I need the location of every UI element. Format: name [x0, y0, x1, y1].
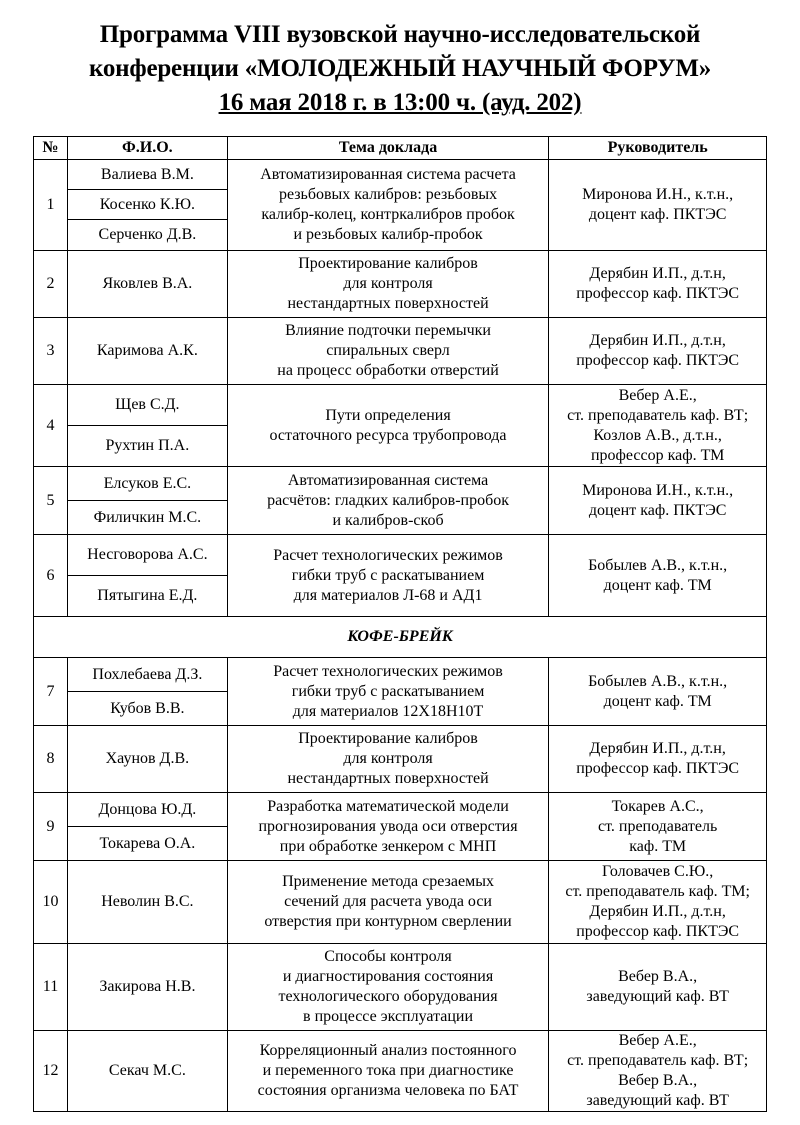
row-number: 1	[34, 160, 68, 251]
participant-name: Филичкин М.С.	[67, 501, 227, 535]
supervisor	[549, 726, 767, 793]
cell-line: профессор каф. ПКТЭС	[576, 923, 740, 940]
cell-line: для материалов 12Х18Н10Т	[292, 702, 484, 720]
cell-line: Бобылев А.В., к.т.н.,	[588, 556, 728, 574]
cell-line: заведующий каф. ВТ	[586, 988, 729, 1005]
cell-line: Вебер А.Е.,	[618, 386, 697, 404]
cell-line: остаточного ресурса трубопровода	[269, 426, 507, 444]
report-topic	[227, 467, 549, 535]
cell-line: Расчет технологических режимов	[273, 546, 503, 564]
cell-line: заведующий каф. ВТ	[586, 1092, 729, 1109]
header-topic: Тема доклада	[227, 137, 549, 160]
participant-name: Щев С.Д.	[67, 385, 227, 426]
cell-line: Разработка математической модели	[267, 797, 509, 815]
report-topic	[227, 318, 549, 385]
cell-line: Миронова И.Н., к.т.н.,	[582, 186, 734, 203]
cell-line: Проектирование калибров	[298, 730, 478, 747]
title-line-3: 16 мая 2018 г. в 13:00 ч. (ауд. 202)	[218, 89, 582, 116]
table-row	[34, 658, 767, 692]
cell-line: Проектирование калибров	[298, 255, 478, 272]
supervisor	[549, 160, 767, 251]
cell-line: нестандартных поверхностей	[287, 295, 489, 312]
report-topic	[227, 160, 549, 251]
participant-name: Каримова А.К.	[67, 318, 227, 385]
cell-line: Токарев А.С.,	[611, 797, 704, 815]
participant-name: Хаунов Д.В.	[67, 726, 227, 793]
cell-line: для контроля	[343, 750, 433, 767]
participant-name: Несговорова А.С.	[67, 535, 227, 576]
cell-line: состояния организма человека по БАТ	[257, 1082, 519, 1099]
row-number: 10	[34, 861, 68, 944]
cell-line: доцент каф. ПКТЭС	[588, 501, 727, 519]
cell-line: калибр-колец, контркалибров пробок	[261, 206, 515, 223]
table-row	[34, 160, 767, 190]
cell-line: и диагностирования состояния	[282, 968, 494, 985]
participant-name: Яковлев В.А.	[67, 251, 227, 318]
cell-line: Пути определения	[325, 406, 451, 424]
cell-line: Головачев С.Ю.,	[602, 863, 714, 880]
cell-line: профессор каф. ПКТЭС	[576, 285, 740, 302]
table-row	[34, 251, 767, 318]
cell-line: Козлов А.В., д.т.н.,	[593, 426, 722, 444]
report-topic	[227, 251, 549, 318]
cell-line: Применение метода срезаемых	[282, 873, 494, 890]
cell-line: гибки труб с раскатыванием	[291, 682, 485, 700]
cell-line: и резьбовых калибр-пробок	[293, 226, 483, 243]
report-topic	[227, 385, 549, 467]
header-number: №	[34, 137, 68, 160]
participant-name: Секач М.С.	[67, 1031, 227, 1112]
table-row	[34, 726, 767, 793]
table-row	[34, 385, 767, 426]
cell-line: отверстия при контурном сверлении	[264, 913, 512, 930]
table-row	[34, 535, 767, 576]
cell-line: для материалов Л-68 и АД1	[293, 586, 483, 604]
supervisor	[549, 385, 767, 467]
participant-name: Косенко К.Ю.	[67, 190, 227, 220]
supervisor	[549, 793, 767, 861]
participant-name: Серченко Д.В.	[67, 220, 227, 251]
cell-line: технологического оборудования	[278, 988, 498, 1005]
table-row	[34, 1031, 767, 1112]
report-topic	[227, 793, 549, 861]
cell-line: доцент каф. ПКТЭС	[588, 206, 727, 223]
report-topic	[227, 535, 549, 617]
cell-line: каф. ТМ	[629, 837, 687, 855]
cell-line: Дерябин И.П., д.т.н,	[589, 740, 726, 757]
cell-line: ст. преподаватель каф. ТМ;	[565, 883, 750, 900]
row-number: 6	[34, 535, 68, 617]
supervisor	[549, 251, 767, 318]
header-supervisor: Руководитель	[549, 137, 767, 160]
cell-line: гибки труб с раскатыванием	[291, 566, 485, 584]
cell-line: Миронова И.Н., к.т.н.,	[582, 481, 734, 499]
table-header-row	[34, 137, 767, 160]
table-row	[34, 944, 767, 1031]
cell-line: Дерябин И.П., д.т.н,	[589, 903, 726, 920]
supervisor	[549, 318, 767, 385]
program-title	[0, 18, 800, 120]
title-line-1: Программа VIII вузовской научно-исследовательской	[99, 21, 701, 48]
table-row	[34, 793, 767, 827]
table-row	[34, 318, 767, 385]
report-topic	[227, 658, 549, 726]
cell-line: Дерябин И.П., д.т.н,	[589, 332, 726, 349]
participant-name: Закирова Н.В.	[67, 944, 227, 1031]
table-body	[34, 160, 767, 1112]
report-topic	[227, 1031, 549, 1112]
supervisor	[549, 467, 767, 535]
row-number: 2	[34, 251, 68, 318]
cell-line: расчётов: гладких калибров-пробок	[267, 491, 510, 509]
program-table	[33, 136, 767, 1112]
cell-line: Автоматизированная система расчета	[260, 166, 516, 183]
cell-line: Влияние подточки перемычки	[285, 322, 491, 339]
cell-line: при обработке зенкером с МНП	[279, 837, 497, 855]
cell-line: Дерябин И.П., д.т.н,	[589, 265, 726, 282]
cell-line: Вебер В.А.,	[618, 968, 698, 985]
report-topic	[227, 944, 549, 1031]
row-number: 5	[34, 467, 68, 535]
row-number: 4	[34, 385, 68, 467]
cell-line: Бобылев А.В., к.т.н.,	[588, 672, 728, 690]
row-number: 3	[34, 318, 68, 385]
cell-line: сечений для расчета увода оси	[284, 893, 492, 910]
cell-line: спиральных сверл	[326, 342, 450, 359]
participant-name: Похлебаева Д.З.	[67, 658, 227, 692]
supervisor	[549, 1031, 767, 1112]
table-row	[34, 861, 767, 944]
cell-line: Автоматизированная система	[287, 471, 489, 489]
cell-line: ст. преподаватель каф. ВТ;	[567, 1052, 749, 1069]
cell-line: и переменного тока при диагностике	[262, 1062, 514, 1079]
row-number: 11	[34, 944, 68, 1031]
participant-name: Кубов В.В.	[67, 692, 227, 726]
cell-line: Расчет технологических режимов	[273, 662, 503, 680]
supervisor	[549, 861, 767, 944]
participant-name: Рухтин П.А.	[67, 426, 227, 467]
cell-line: профессор каф. ПКТЭС	[576, 760, 740, 777]
cell-line: Способы контроля	[324, 948, 452, 965]
participant-name: Токарева О.А.	[67, 827, 227, 861]
cell-line: на процесс обработки отверстий	[277, 362, 499, 379]
cell-line: Корреляционный анализ постоянного	[259, 1042, 517, 1059]
coffee-break-row	[34, 617, 767, 658]
supervisor	[549, 944, 767, 1031]
cell-line: для контроля	[343, 275, 433, 292]
title-line-2: конференции «МОЛОДЕЖНЫЙ НАУЧНЫЙ ФОРУМ»	[88, 55, 712, 82]
cell-line: нестандартных поверхностей	[287, 770, 489, 787]
cell-line: и калибров-скоб	[332, 511, 444, 529]
report-topic	[227, 726, 549, 793]
cell-line: Вебер А.Е.,	[618, 1032, 697, 1049]
supervisor	[549, 658, 767, 726]
coffee-break-label: КОФЕ-БРЕЙК	[34, 617, 767, 658]
participant-name: Валиева В.М.	[67, 160, 227, 190]
row-number: 7	[34, 658, 68, 726]
participant-name: Неволин В.С.	[67, 861, 227, 944]
header-name: Ф.И.О.	[67, 137, 227, 160]
supervisor	[549, 535, 767, 617]
cell-line: ст. преподаватель каф. ВТ;	[567, 406, 749, 424]
cell-line: резьбовых калибров: резьбовых	[278, 186, 498, 203]
cell-line: ст. преподаватель	[597, 817, 718, 835]
cell-line: доцент каф. ТМ	[603, 692, 712, 710]
row-number: 12	[34, 1031, 68, 1112]
cell-line: доцент каф. ТМ	[603, 576, 712, 594]
row-number: 8	[34, 726, 68, 793]
participant-name: Елсуков Е.С.	[67, 467, 227, 501]
cell-line: профессор каф. ПКТЭС	[576, 352, 740, 369]
cell-line: профессор каф. ТМ	[590, 446, 725, 464]
cell-line: прогнозирования увода оси отверстия	[258, 817, 518, 835]
table-row	[34, 467, 767, 501]
participant-name: Пятыгина Е.Д.	[67, 576, 227, 617]
row-number: 9	[34, 793, 68, 861]
participant-name: Донцова Ю.Д.	[67, 793, 227, 827]
cell-line: Вебер В.А.,	[618, 1072, 698, 1089]
report-topic	[227, 861, 549, 944]
cell-line: в процессе эксплуатации	[303, 1008, 474, 1025]
